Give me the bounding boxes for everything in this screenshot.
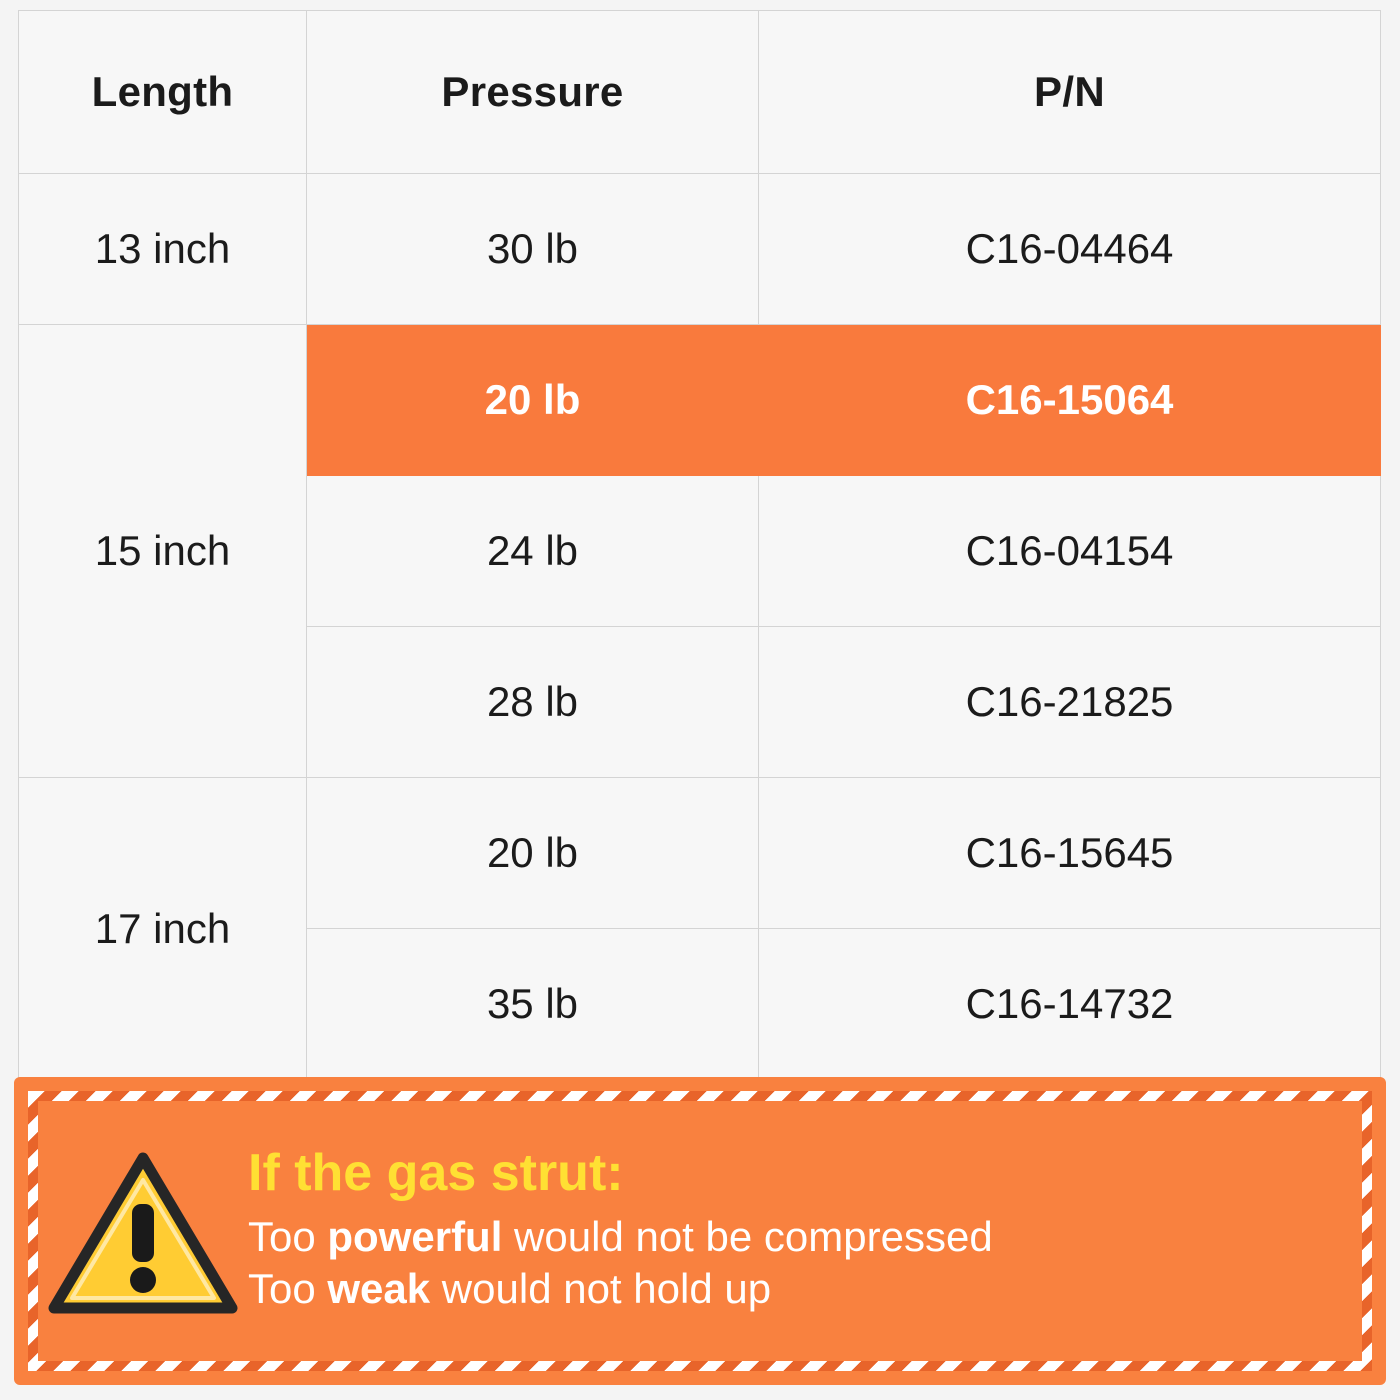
cell-length: 13 inch (19, 174, 307, 325)
cell-pn: C16-15645 (759, 778, 1381, 929)
cell-length: 17 inch (19, 778, 307, 1080)
gas-strut-spec-table (18, 10, 1381, 1080)
cell-pressure: 28 lb (307, 627, 759, 778)
column-header-length: Length (19, 11, 307, 174)
warning-triangle-exclamation-icon (38, 1101, 248, 1361)
table-row (19, 778, 1381, 929)
warning-title: If the gas strut: (248, 1144, 624, 1203)
warning-line2-bold: weak (327, 1265, 431, 1313)
cell-length: 15 inch (19, 325, 307, 778)
cell-pressure: 35 lb (307, 929, 759, 1080)
warning-panel (14, 1077, 1386, 1385)
table-row-highlighted (19, 325, 1381, 476)
warning-line1-prefix: Too (248, 1212, 328, 1260)
column-header-pressure: Pressure (307, 11, 759, 174)
cell-pressure: 20 lb (307, 778, 759, 929)
table-header-row (19, 11, 1381, 174)
cell-pn: C16-04154 (759, 476, 1381, 627)
warning-line1-suffix: would not be compressed (502, 1212, 993, 1260)
warning-panel-inner (28, 1091, 1372, 1371)
cell-pn: C16-21825 (759, 627, 1381, 778)
cell-pn: C16-15064 (759, 325, 1381, 476)
cell-pressure: 20 lb (307, 325, 759, 476)
warning-line-powerful (248, 1211, 1342, 1264)
warning-line-weak (248, 1263, 1342, 1316)
warning-line2-suffix: would not hold up (430, 1265, 772, 1313)
warning-line2-prefix: Too (248, 1265, 328, 1313)
cell-pressure: 30 lb (307, 174, 759, 325)
cell-pressure: 24 lb (307, 476, 759, 627)
table-body (19, 174, 1381, 1080)
column-header-pn: P/N (759, 11, 1381, 174)
cell-pn: C16-04464 (759, 174, 1381, 325)
warning-line1-bold: powerful (327, 1212, 503, 1260)
table-row (19, 174, 1381, 325)
warning-text-block (248, 1146, 1362, 1316)
table-header (19, 11, 1381, 174)
cell-pn: C16-14732 (759, 929, 1381, 1080)
